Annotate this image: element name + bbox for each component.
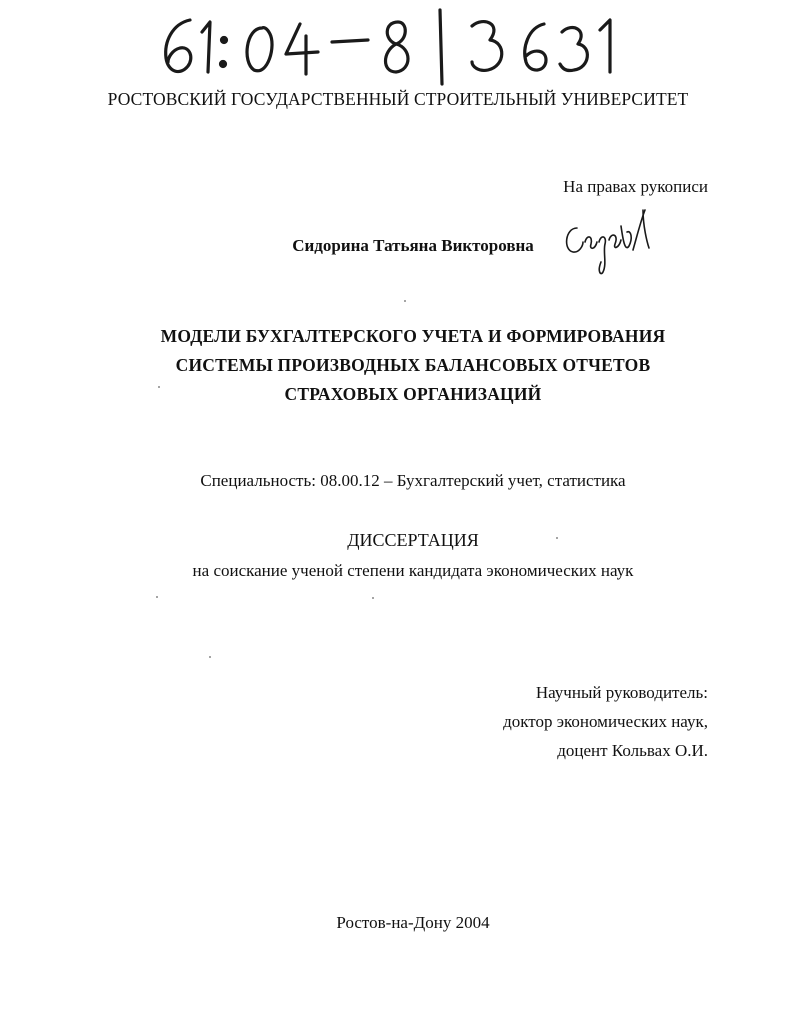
document-type: ДИССЕРТАЦИЯ	[347, 530, 479, 550]
scan-speck	[158, 386, 160, 388]
city-and-year: Ростов-на-Дону 2004	[336, 913, 490, 932]
title-line: СИСТЕМЫ ПРОИЗВОДНЫХ БАЛАНСОВЫХ ОТЧЕТОВ	[175, 355, 651, 375]
author-name: Сидорина Татьяна Викторовна	[292, 236, 534, 255]
author-signature	[557, 206, 657, 278]
advisor-heading: Научный руководитель:	[535, 683, 708, 702]
university-name: РОСТОВСКИЙ ГОСУДАРСТВЕННЫЙ СТРОИТЕЛЬНЫЙ УНИВЕРСИТЕТ	[107, 89, 689, 109]
scan-speck	[156, 596, 158, 598]
scan-speck	[556, 537, 558, 539]
title-line: МОДЕЛИ БУХГАЛТЕРСКОГО УЧЕТА И ФОРМИРОВАНИЯ	[160, 326, 666, 346]
degree-line: на соискание ученой степени кандидата экономических наук	[192, 561, 634, 580]
advisor-name: доцент Кольвах О.И.	[557, 741, 708, 760]
specialty-line: Специальность: 08.00.12 – Бухгалтерский учет, статистика	[200, 471, 626, 490]
scientific-advisor	[503, 678, 708, 765]
advisor-degree: доктор экономических наук,	[503, 712, 708, 731]
scan-speck	[404, 300, 406, 302]
manuscript-rights-note: На правах рукописи	[563, 177, 708, 196]
scan-speck	[209, 656, 211, 658]
dissertation-title	[0, 322, 796, 409]
handwritten-archive-code	[150, 2, 630, 88]
title-line: СТРАХОВЫХ ОРГАНИЗАЦИЙ	[284, 384, 542, 404]
scan-speck	[372, 597, 374, 599]
